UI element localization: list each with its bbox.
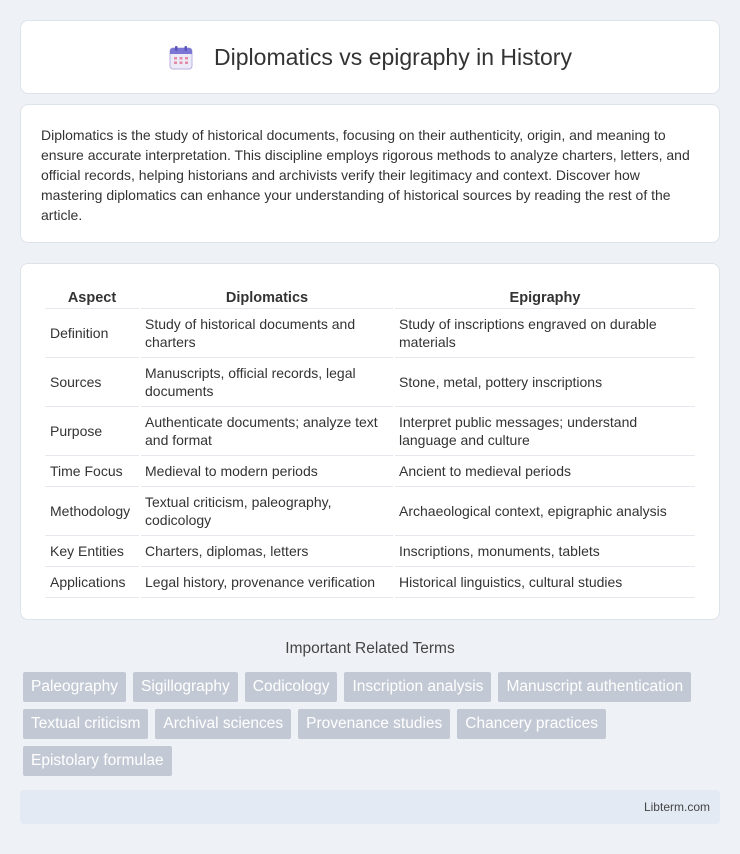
row-aspect: Definition [45, 309, 139, 358]
calendar-icon [168, 45, 194, 71]
intro-paragraph: Diplomatics is the study of historical documents, focusing on their authenticity, origin, and meaning to ensure accurate interpretation. This discipline employs rigorous methods to analyze charters, letters, and official records, helping historians and archivists verify their legitimacy and context. Discover how mastering diplomatics can enhance your understanding of historical sources by reading the rest of the article. [41, 127, 690, 223]
row-epigraphy: Stone, metal, pottery inscriptions [395, 358, 695, 407]
footer-brand[interactable]: Libterm.com [643, 800, 710, 814]
related-term-tag[interactable]: Inscription analysis [344, 672, 491, 702]
related-term-tag[interactable]: Manuscript authentication [498, 672, 691, 702]
row-aspect: Applications [45, 567, 139, 598]
table-row [45, 456, 695, 487]
related-term-tag[interactable]: Textual criticism [23, 709, 148, 739]
row-diplomatics: Authenticate documents; analyze text and format [141, 407, 393, 456]
related-terms-list [23, 672, 723, 776]
header-aspect: Aspect [45, 284, 139, 309]
row-epigraphy: Inscriptions, monuments, tablets [395, 536, 695, 567]
title-card [20, 20, 720, 94]
row-diplomatics: Textual criticism, paleography, codicology [141, 487, 393, 536]
row-epigraphy: Archaeological context, epigraphic analysis [395, 487, 695, 536]
related-terms-title: Important Related Terms [285, 640, 455, 657]
row-aspect: Sources [45, 358, 139, 407]
table-row [45, 358, 695, 407]
row-diplomatics: Charters, diplomas, letters [141, 536, 393, 567]
row-aspect: Methodology [45, 487, 139, 536]
table-header-row [45, 284, 695, 309]
footer [20, 790, 720, 824]
related-term-tag[interactable]: Provenance studies [298, 709, 450, 739]
related-term-tag[interactable]: Chancery practices [457, 709, 606, 739]
intro-card [20, 104, 720, 243]
related-term-tag[interactable]: Paleography [23, 672, 126, 702]
table-row [45, 536, 695, 567]
row-epigraphy: Historical linguistics, cultural studies [395, 567, 695, 598]
related-term-tag[interactable]: Codicology [245, 672, 338, 702]
header-diplomatics: Diplomatics [141, 284, 393, 309]
row-epigraphy: Interpret public messages; understand language and culture [395, 407, 695, 456]
header-epigraphy: Epigraphy [395, 284, 695, 309]
table-row [45, 309, 695, 358]
row-aspect: Purpose [45, 407, 139, 456]
row-epigraphy: Study of inscriptions engraved on durable materials [395, 309, 695, 358]
row-aspect: Time Focus [45, 456, 139, 487]
row-diplomatics: Legal history, provenance verification [141, 567, 393, 598]
table-row [45, 407, 695, 456]
row-diplomatics: Medieval to modern periods [141, 456, 393, 487]
related-term-tag[interactable]: Sigillography [133, 672, 238, 702]
row-diplomatics: Manuscripts, official records, legal documents [141, 358, 393, 407]
page-title: Diplomatics vs epigraphy in History [214, 43, 572, 70]
row-epigraphy: Ancient to medieval periods [395, 456, 695, 487]
comparison-table [43, 284, 697, 598]
row-diplomatics: Study of historical documents and charters [141, 309, 393, 358]
table-row [45, 487, 695, 536]
related-term-tag[interactable]: Archival sciences [155, 709, 291, 739]
table-row [45, 567, 695, 598]
row-aspect: Key Entities [45, 536, 139, 567]
related-term-tag[interactable]: Epistolary formulae [23, 746, 172, 776]
comparison-table-card [20, 263, 720, 620]
